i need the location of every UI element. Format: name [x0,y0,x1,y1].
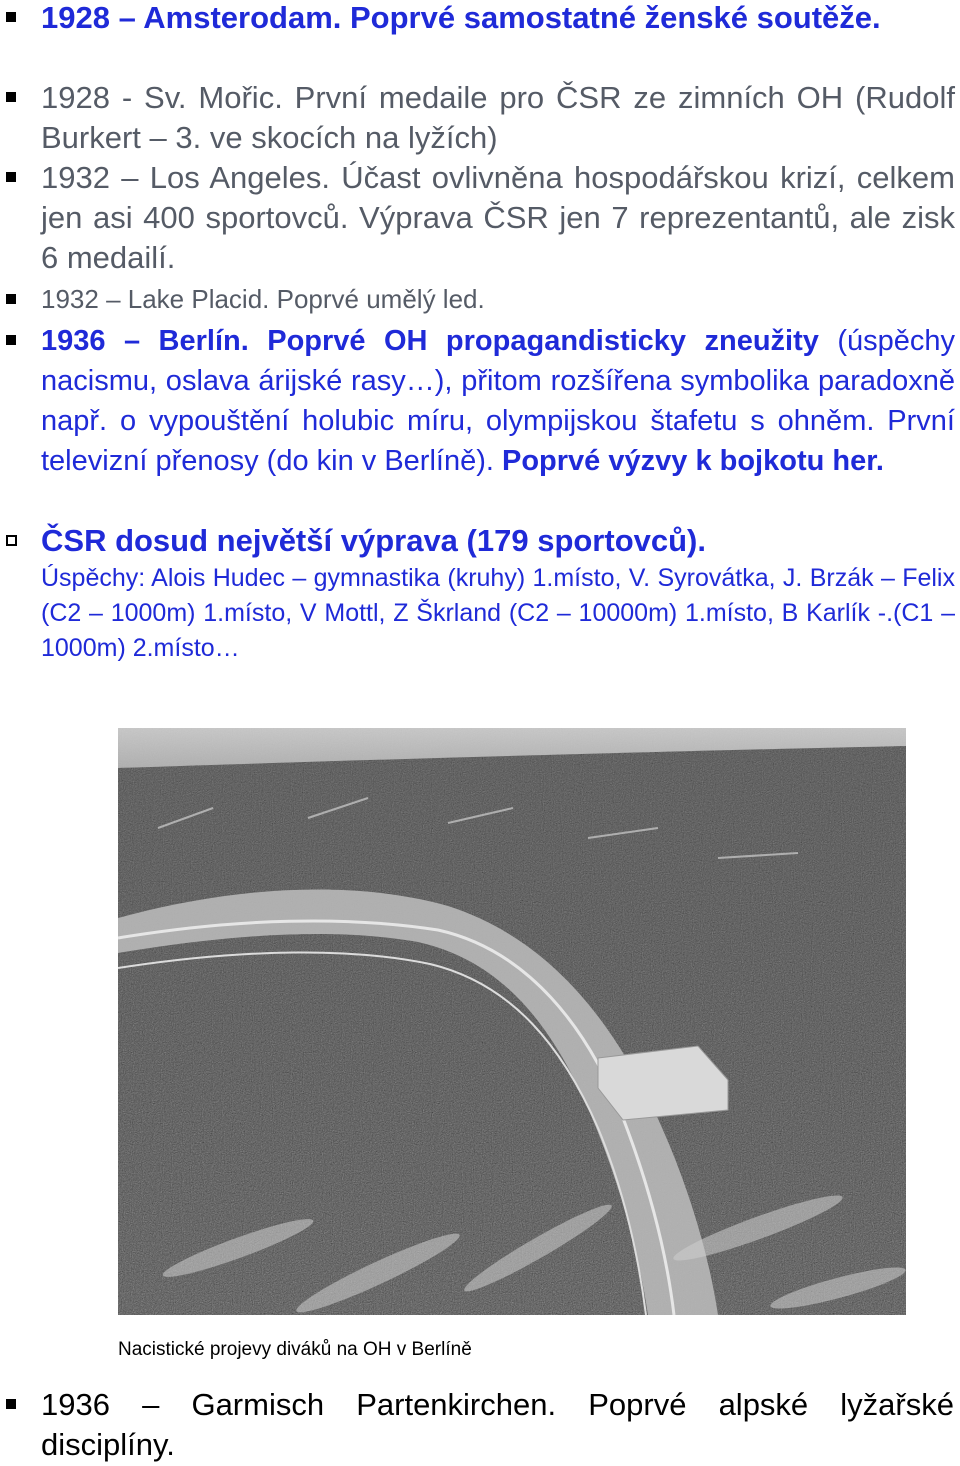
bullet-1928-amsterdam [0,0,960,38]
bullet-text: 1932 – Los Angeles. Účast ovlivněna hospodářskou krizí, celkem jen asi 400 sportovců. Výprava ČSR jen 7 reprezentantů, ale zisk 6 medailí. [41,160,955,275]
last-bullet-list [0,1385,960,1465]
bullet-bold-end: Poprvé výzvy k bojkotu her. [502,445,884,477]
bullet-1928-st-moritz [0,78,960,158]
square-bullet-icon [6,335,16,345]
bullet-text: Úspěchy: Alois Hudec – gymnastika (kruhy) 1.místo, V. Syrovátka, J. Brzák – Felix (C2 – 1000m) 1.místo, V Mottl, Z Škrland (C2 – 10000m) 1.místo, B Karlík -.(C1 – 1000m) 2.místo… [41,564,955,662]
bullet-title: ČSR dosud největší výprava (179 sportovců). [41,523,706,558]
square-bullet-icon [6,92,16,102]
square-bullet-icon [6,535,17,546]
square-bullet-icon [6,12,16,22]
figure-caption: Nacistické projevy diváků na OH v Berlíně [118,1339,472,1360]
bullet-1936-berlin [0,321,960,481]
bullet-text: 1932 – Lake Placid. Poprvé umělý led. [41,284,485,314]
crowd-stadium-image [118,728,906,1315]
stadium-photo [118,728,906,1315]
bullet-bold-text: Poprvé OH propagandisticky zneužity [267,325,819,357]
bullet-title: 1936 – Berlín. [41,325,249,357]
bullet-text: (úspěchy nacismu, oslava árijské rasy…), přitom rozšířena symbolika paradoxně např. o vypouštění holubic míru, olympijskou štafetu s ohněm. První televizní přenosy (do kin v Berlíně). [41,325,956,477]
bullet-text: 1928 - Sv. Mořic. První medaile pro ČSR ze zimních OH (Rudolf Burkert – 3. ve skocích na lyžích) [41,80,955,155]
square-bullet-icon [6,172,16,182]
bullet-1936-garmisch [0,1385,960,1465]
bullet-csr-expedition [0,521,960,666]
bullet-text: 1928 – Amsterodam. Poprvé samostatné ženské soutěže. [41,0,881,35]
square-bullet-icon [6,294,16,304]
bullet-1932-los-angeles [0,158,960,278]
square-bullet-icon [6,1399,16,1409]
bullet-1932-lake-placid [0,282,960,317]
bullet-text: 1936 – Garmisch Partenkirchen. Poprvé alpské lyžařské disciplíny. [41,1387,954,1462]
